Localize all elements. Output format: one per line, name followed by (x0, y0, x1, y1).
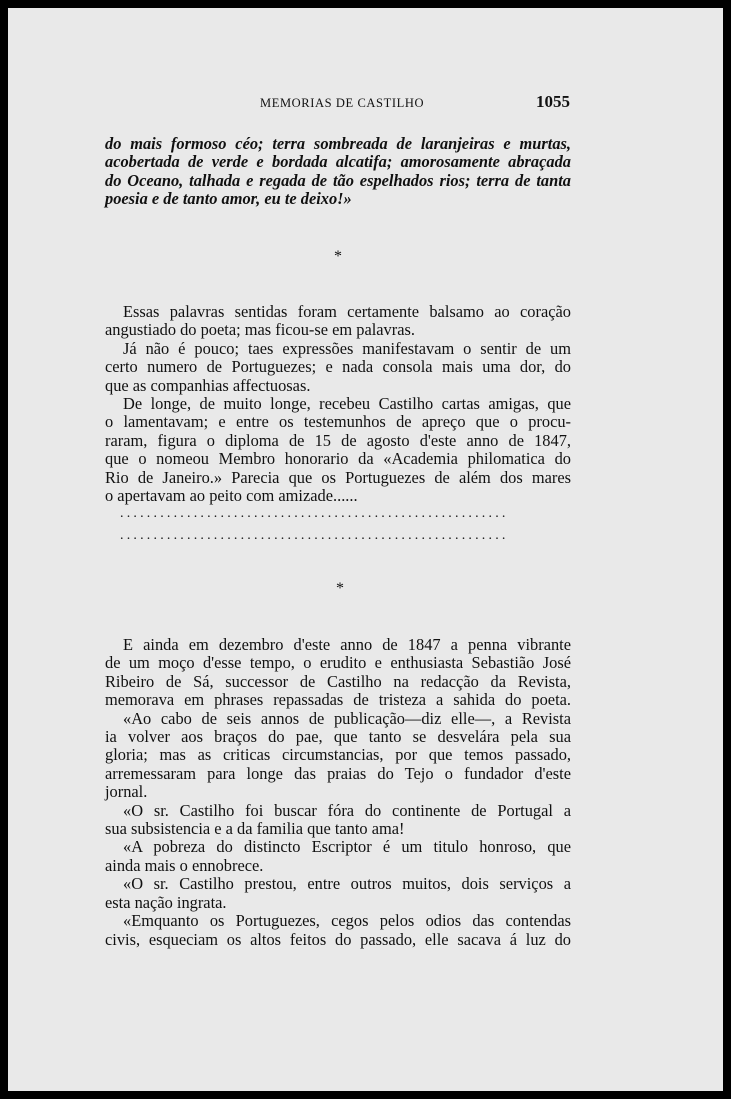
text-line: que as companhias affectuosas. (105, 375, 311, 395)
paragraph-block-1 (105, 303, 571, 505)
text-line: o lamentavam; e entre os testemunhos de apreço que o procu- (105, 412, 571, 432)
text-line: esta nação ingrata. (105, 892, 227, 912)
text-line: ia volver aos braços do pae, que tanto se desvelára pela sua (105, 727, 571, 747)
text-line: «O sr. Castilho foi buscar fóra do continente de Portugal a (123, 800, 571, 820)
text-line: Essas palavras sentidas foram certamente balsamo ao coração (123, 302, 571, 321)
text-line: arremessaram para longe das praias do Tejo o fundador d'este (105, 763, 571, 783)
paragraph-block-2 (105, 636, 571, 949)
ellipsis-line: .......................................................... (120, 506, 509, 521)
text-line: Rio de Janeiro.» Parecia que os Portuguezes de além dos mares (105, 467, 571, 487)
text-line: do Oceano, talhada e regada de tão espelhados rios; terra de tanta (105, 170, 571, 190)
text-line: civis, esqueciam os altos feitos do passado, elle sacava á luz do (105, 929, 571, 949)
text-line: raram, figura o diploma de 15 de agosto d'este anno de 1847, (105, 430, 571, 450)
text-line: angustiado do poeta; mas ficou-se em palavras. (105, 320, 415, 340)
section-separator: * (334, 248, 342, 265)
text-line: «Emquanto os Portuguezes, cegos pelos odios das contendas (123, 911, 571, 931)
running-title: MEMORIAS DE CASTILHO (260, 96, 425, 110)
text-line: o apertavam ao peito com amizade...... (105, 486, 358, 506)
page-number: 1055 (536, 92, 570, 111)
text-line: poesia e de tanto amor, eu te deixo!» (105, 189, 352, 209)
section-separator: * (336, 580, 344, 597)
text-line: certo numero de Portuguezes; e nada consola mais uma dor, do (105, 357, 571, 377)
quote-paragraph (105, 135, 571, 209)
text-line: gloria; mas as criticas circumstancias, por que temos passado, (105, 745, 571, 765)
text-line: De longe, de muito longe, recebeu Castilho cartas amigas, que (123, 394, 571, 414)
text-line: acobertada de verde e bordada alcatifa; amorosamente abraçada (105, 152, 571, 172)
text-line: ainda mais o ennobrece. (105, 855, 264, 875)
text-line: do mais formoso céo; terra sombreada de laranjeiras e murtas, (105, 134, 571, 153)
text-line: «O sr. Castilho prestou, entre outros muitos, dois serviços a (123, 874, 571, 894)
text-line: Já não é pouco; taes expressões manifestavam o sentir de um (123, 338, 571, 358)
text-line: jornal. (105, 782, 148, 802)
text-line: memorava em phrases repassadas de tristeza a sahida do poeta. (105, 690, 571, 710)
book-page (8, 8, 723, 1091)
text-line: que o nomeou Membro honorario da «Academia philomatica do (105, 449, 571, 469)
text-line: «A pobreza do distincto Escriptor é um titulo honroso, que (123, 837, 571, 857)
page-header (8, 92, 723, 116)
text-line: Ribeiro de Sá, successor de Castilho na redacção da Revista, (105, 671, 571, 691)
text-line: sua subsistencia e a da familia que tanto ama! (105, 819, 405, 839)
ellipsis-line: .......................................................... (120, 528, 509, 543)
text-line: «Ao cabo de seis annos de publicação—diz elle—, a Revista (123, 708, 571, 728)
text-line: de um moço d'esse tempo, o erudito e enthusiasta Sebastião José (105, 653, 571, 673)
text-line: E ainda em dezembro d'este anno de 1847 a penna vibrante (123, 635, 571, 654)
